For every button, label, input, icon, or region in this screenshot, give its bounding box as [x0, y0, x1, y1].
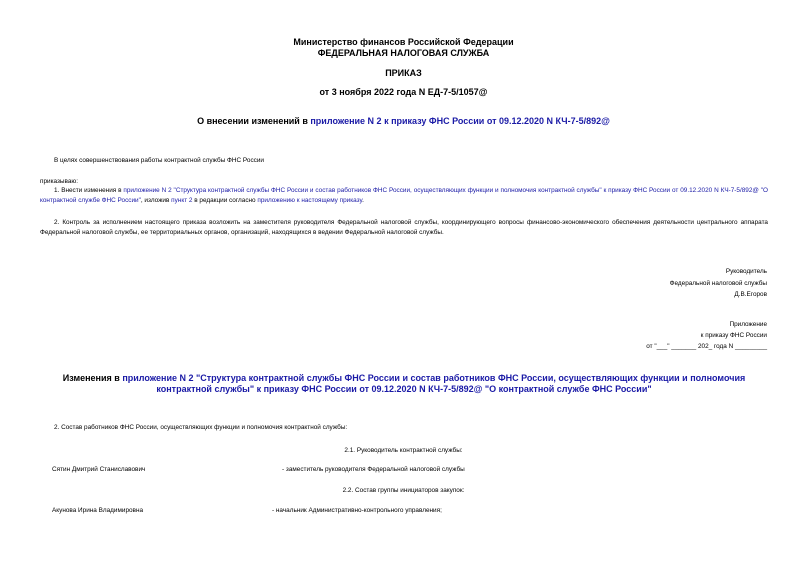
doc-type: ПРИКАЗ: [385, 68, 422, 78]
doc-date-number: от 3 ноября 2022 года N ЕД-7-5/1057@: [319, 87, 488, 97]
signature-org: Федеральной налоговой службы: [669, 280, 767, 287]
person-2-name: Акунова Ирина Владимировна: [52, 507, 144, 514]
item-1-appendix-link[interactable]: приложение N 2 "Структура контрактной службы ФНС России и состав работников ФНС России, осуществляющих функции и полномочия контрактной службы" к приказу ФНС России от 09.12.2020 N КЧ-7-5/892@ "О контрактной службе ФНС России": [40, 187, 768, 204]
order-title-link[interactable]: приложение N 2 к приказу ФНС России от 09.12.2020 N КЧ-7-5/892@: [310, 116, 610, 126]
appendix-date: от "___" _______ 202_ года N _________: [646, 343, 767, 350]
changes-heading-prefix: Изменения в: [62, 373, 123, 383]
service-heading: ФЕДЕРАЛЬНАЯ НАЛОГОВАЯ СЛУЖБА: [317, 48, 490, 58]
changes-sub-2-2: 2.2. Состав группы инициаторов закупок:: [342, 487, 465, 494]
order-title: [0, 116, 807, 126]
item-1-point-link[interactable]: пункт 2: [171, 197, 193, 204]
person-2-role: - начальник Административно-контрольного управления;: [272, 507, 442, 514]
order-title-prefix: О внесении изменений в: [197, 116, 311, 126]
changes-heading-link[interactable]: приложение N 2 "Структура контрактной службы ФНС России и состав работников ФНС России, осуществляющих функции и полномочия контрактной службы" к приказу ФНС России от 09.12.2020 N КЧ-7-5/892@ "О контрактной службе ФНС России": [122, 373, 746, 394]
item-1-text-d: .: [362, 197, 364, 204]
changes-sub-2-1: 2.1. Руководитель контрактной службы:: [344, 447, 463, 454]
item-1-text-c: в редакции согласно: [192, 197, 258, 204]
signature-title: Руководитель: [725, 268, 767, 275]
item-2: 2. Контроль за исполнением настоящего приказа возложить на заместителя руководителя Федеральной налоговой службы, координирующего вопросы финансово-экономического обеспечения деятельности центрального аппарата Федеральной налоговой службы, ее территориальных органов, организаций, находящихся в ведении Федеральной налоговой службы.: [40, 219, 768, 236]
intro-text: В целях совершенствования работы контрактной службы ФНС России: [54, 157, 264, 164]
signature-name: Д.В.Егоров: [734, 291, 767, 298]
changes-heading: [34, 373, 774, 395]
order-word: приказываю:: [40, 178, 78, 185]
item-1-text-b: , изложив: [140, 197, 172, 204]
person-1-role: - заместитель руководителя Федеральной налоговой службы: [282, 466, 465, 473]
appendix-order: к приказу ФНС России: [700, 332, 767, 339]
changes-point-2: 2. Состав работников ФНС России, осуществляющих функции и полномочия контрактной службы:: [54, 424, 348, 431]
person-1-name: Сятин Дмитрий Станиславович: [52, 466, 146, 473]
item-1: [40, 186, 768, 206]
appendix-label: Приложение: [729, 321, 767, 328]
ministry-heading: Министерство финансов Российской Федерации: [293, 37, 514, 47]
item-1-text-a: 1. Внести изменения в: [54, 187, 124, 194]
item-1-annex-link[interactable]: приложению к настоящему приказу: [257, 197, 363, 204]
